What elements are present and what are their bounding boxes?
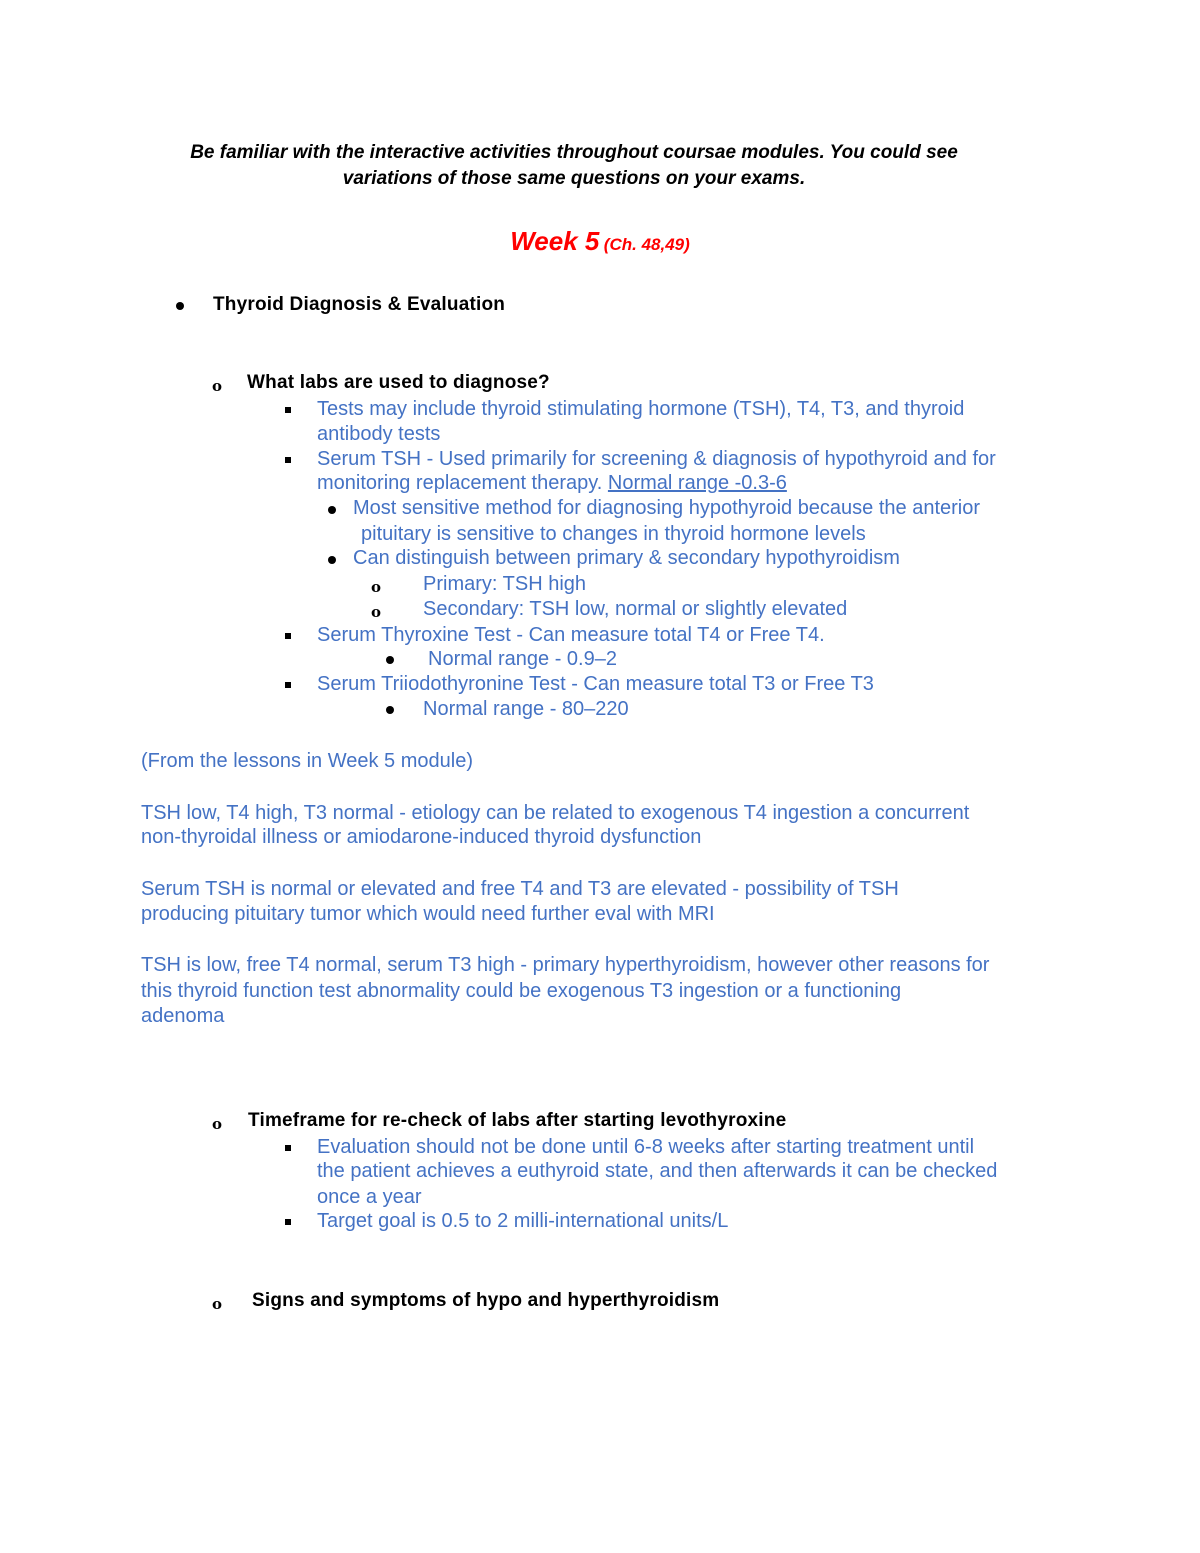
bullet-circle-icon: o	[212, 1115, 223, 1133]
week-chapters: (Ch. 48,49)	[603, 235, 690, 254]
bullet-dot-icon	[328, 506, 336, 514]
bullet-dot-icon	[386, 706, 394, 714]
note-1-line-2: non-thyroidal illness or amiodarone-induced thyroid dysfunction	[141, 826, 702, 848]
primary-line: Primary: TSH high	[423, 573, 587, 595]
bullet-square-icon	[285, 457, 291, 463]
note-3-line-3: adenoma	[141, 1005, 225, 1027]
note-1-line-1: TSH low, T4 high, T3 normal - etiology can be related to exogenous T4 ingestion a concurrent	[141, 802, 970, 824]
bullet-dot-icon	[176, 302, 184, 310]
serum-tsh-line-1: Serum TSH - Used primarily for screening & diagnosis of hypothyroid and for	[317, 448, 996, 470]
bullet-circle-icon: o	[212, 1295, 223, 1313]
tests-line-2: antibody tests	[317, 423, 441, 445]
bullet-square-icon	[285, 407, 291, 413]
signs-symptoms-heading: Signs and symptoms of hypo and hyperthyroidism	[252, 1290, 720, 1311]
note-3-line-1: TSH is low, free T4 normal, serum T3 high - primary hyperthyroidism, however other reasons for	[141, 954, 990, 976]
bullet-circle-icon: o	[212, 377, 223, 395]
bullet-square-icon	[285, 1219, 291, 1225]
from-lessons-note: (From the lessons in Week 5 module)	[141, 750, 473, 772]
thyroxine-normal: Normal range - 0.9–2	[428, 648, 617, 670]
secondary-line: Secondary: TSH low, normal or slightly elevated	[423, 598, 848, 620]
tests-line-1: Tests may include thyroid stimulating hormone (TSH), T4, T3, and thyroid	[317, 398, 965, 420]
question-labs-heading: What labs are used to diagnose?	[247, 372, 550, 393]
distinguish-line: Can distinguish between primary & secondary hypothyroidism	[353, 547, 900, 569]
note-2-line-2: producing pituitary tumor which would need further eval with MRI	[141, 903, 715, 925]
evaluation-line-1: Evaluation should not be done until 6-8 weeks after starting treatment until	[317, 1136, 975, 1158]
evaluation-line-3: once a year	[317, 1186, 422, 1208]
bullet-dot-icon	[386, 656, 394, 664]
serum-tsh-line-2	[317, 472, 787, 495]
sensitive-line-1: Most sensitive method for diagnosing hypothyroid because the anterior	[353, 497, 981, 519]
evaluation-line-2: the patient achieves a euthyroid state, and then afterwards it can be checked	[317, 1160, 998, 1182]
note-3-line-2: this thyroid function test abnormality could be exogenous T3 ingestion or a functioning	[141, 980, 902, 1002]
triiodo-normal: Normal range - 80–220	[423, 698, 629, 720]
intro-line-1: Be familiar with the interactive activities throughout coursae modules. You could see	[190, 142, 958, 163]
bullet-circle-icon: o	[371, 603, 382, 621]
week-heading	[0, 226, 1200, 257]
serum-tsh-normal-range: Normal range -0.3-6	[607, 472, 787, 494]
bullet-square-icon	[285, 682, 291, 688]
thyroxine-line: Serum Thyroxine Test - Can measure total T4 or Free T4.	[317, 624, 825, 646]
bullet-square-icon	[285, 633, 291, 639]
serum-tsh-monitoring: monitoring replacement therapy.	[317, 472, 603, 494]
intro-line-2: variations of those same questions on your exams.	[342, 168, 806, 189]
week-title: Week 5	[510, 226, 600, 256]
bullet-circle-icon: o	[371, 578, 382, 596]
bullet-dot-icon	[328, 556, 336, 564]
bullet-square-icon	[285, 1145, 291, 1151]
triiodo-line: Serum Triiodothyronine Test - Can measure total T3 or Free T3	[317, 673, 874, 695]
section-heading-thyroid: Thyroid Diagnosis & Evaluation	[213, 294, 506, 315]
sensitive-line-2: pituitary is sensitive to changes in thyroid hormone levels	[361, 523, 866, 545]
timeframe-heading: Timeframe for re-check of labs after starting levothyroxine	[248, 1110, 787, 1131]
target-goal-line: Target goal is 0.5 to 2 milli-international units/L	[317, 1210, 729, 1232]
note-2-line-1: Serum TSH is normal or elevated and free T4 and T3 are elevated - possibility of TSH	[141, 878, 899, 900]
